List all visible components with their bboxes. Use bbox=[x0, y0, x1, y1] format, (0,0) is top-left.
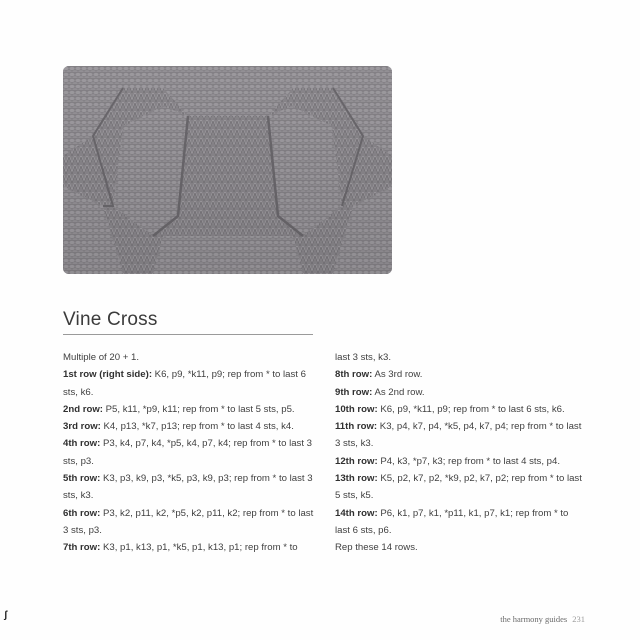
row-instruction: 1st row (right side): K6, p9, *k11, p9; rep from * to last 6 sts, k6. bbox=[63, 369, 306, 398]
row-instruction: 4th row: P3, k4, p7, k4, *p5, k4, p7, k4; rep from * to last 3 sts, p3. bbox=[63, 438, 313, 467]
row-instruction: 10th row: K6, p9, *k11, p9; rep from * to last 6 sts, k6. bbox=[335, 403, 565, 415]
row-instruction: 7th row: K3, p1, k13, p1, *k5, p1, k13, p1; rep from * to bbox=[63, 542, 298, 554]
row-instruction: 8th row: As 3rd row. bbox=[335, 369, 423, 381]
row-instruction: 6th row: P3, k2, p11, k2, *p5, k2, p11, k2; rep from * to last 3 sts, p3. bbox=[63, 507, 314, 536]
row-instruction: 14th row: P6, k1, p7, k1, *p11, k1, p7, k1; rep from * to last 6 sts, p6. bbox=[335, 507, 569, 536]
corner-mark: ʃ bbox=[4, 610, 8, 621]
row-instruction: 11th row: K3, p4, k7, p4, *k5, p4, k7, p4; rep from * to last 3 sts, k3. bbox=[335, 421, 582, 450]
row-instruction: 3rd row: K4, p13, *k7, p13; rep from * to last 4 sts, k4. bbox=[63, 421, 294, 433]
row-instruction: 5th row: K3, p3, k9, p3, *k5, p3, k9, p3; rep from * to last 3 sts, k3. bbox=[63, 473, 313, 502]
row-instruction: 9th row: As 2nd row. bbox=[335, 386, 425, 398]
swatch-image bbox=[63, 66, 392, 274]
row-instruction: 13th row: K5, p2, k7, p2, *k9, p2, k7, p2; rep from * to last 5 sts, k5. bbox=[335, 473, 582, 502]
book-title: the harmony guides bbox=[500, 614, 568, 624]
instructions-left-column bbox=[63, 349, 318, 557]
pattern-multiple: Multiple of 20 + 1. bbox=[63, 352, 139, 363]
row-instruction: 2nd row: P5, k11, *p9, k11; rep from * to last 5 sts, p5. bbox=[63, 403, 295, 415]
page-footer bbox=[500, 614, 585, 624]
pattern-title: Vine Cross bbox=[63, 309, 158, 330]
repeat-instruction: Rep these 14 rows. bbox=[335, 542, 418, 554]
instructions-right-column bbox=[335, 349, 585, 557]
knitted-swatch-photo bbox=[63, 66, 392, 274]
title-divider bbox=[63, 334, 313, 335]
page-number: 231 bbox=[572, 614, 585, 624]
row-continuation: last 3 sts, k3. bbox=[335, 352, 391, 363]
row-instruction: 12th row: P4, k3, *p7, k3; rep from * to last 4 sts, p4. bbox=[335, 455, 561, 467]
